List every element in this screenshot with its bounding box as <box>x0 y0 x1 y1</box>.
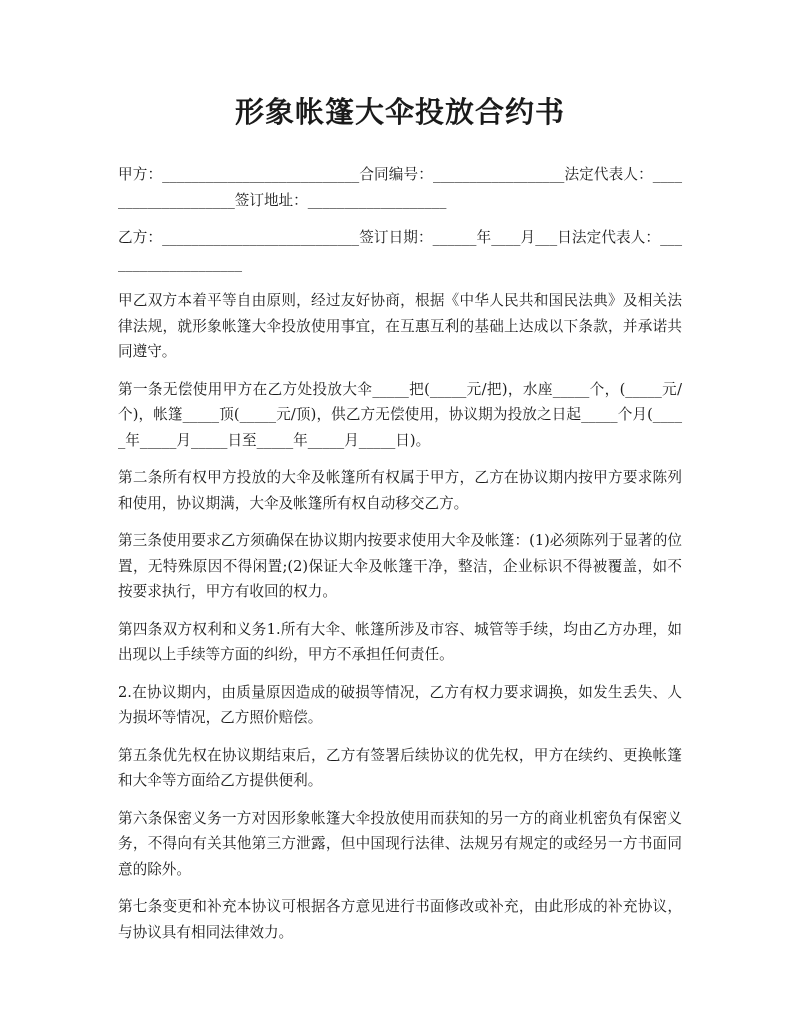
article-4: 第四条双方权利和义务1.所有大伞、帐篷所涉及市容、城管等手续，均由乙方办理，如出现以上手续等方面的纠纷，甲方不承担任何责任。 <box>118 620 682 663</box>
party-a-info: 甲方：___________________________合同编号：__________________法定代表人：____________________签订地址：___________________ <box>118 166 682 209</box>
article-2: 第二条所有权甲方投放的大伞及帐篷所有权属于甲方，乙方在协议期内按甲方要求陈列和使用，协议期满，大伞及帐篷所有权自动移交乙方。 <box>118 469 682 512</box>
article-4-item-2: 2.在协议期内，由质量原因造成的破损等情况，乙方有权力要求调换，如发生丢失、人为损坏等情况，乙方照价赔偿。 <box>118 683 682 726</box>
article-5: 第五条优先权在协议期结束后，乙方有签署后续协议的优先权，甲方在续约、更换帐篷和大伞等方面给乙方提供便利。 <box>118 746 682 789</box>
preamble: 甲乙双方本着平等自由原则，经过友好协商，根据《中华人民共和国民法典》及相关法律法规，就形象帐篷大伞投放使用事宜，在互惠互利的基础上达成以下条款，并承诺共同遵守。 <box>118 292 682 360</box>
article-3: 第三条使用要求乙方须确保在协议期内按要求使用大伞及帐篷：(1)必须陈列于显著的位置，无特殊原因不得闲置;(2)保证大伞及帐篷干净，整洁，企业标识不得被覆盖，如不按要求执行，甲方有收回的权力。 <box>118 532 682 600</box>
document-page <box>118 92 682 957</box>
article-7: 第七条变更和补充本协议可根据各方意见进行书面修改或补充，由此形成的补充协议，与协议具有相同法律效力。 <box>118 898 682 941</box>
document-title: 形象帐篷大伞投放合约书 <box>234 95 565 129</box>
party-b-info: 乙方：___________________________签订日期：______年____月___日法定代表人：____________________ <box>118 229 682 272</box>
article-6: 第六条保密义务一方对因形象帐篷大伞投放使用而获知的另一方的商业机密负有保密义务，不得向有关其他第三方泄露，但中国现行法律、法规另有规定的或经另一方书面同意的除外。 <box>118 809 682 878</box>
article-1: 第一条无偿使用甲方在乙方处投放大伞_____把(_____元/把)，水座_____个，(_____元/个)，帐篷_____顶(_____元/顶)，供乙方无偿使用，协议期为投放之日起_____个月(_____年_____月_____日至_____年_____月_____日)。 <box>118 380 682 449</box>
